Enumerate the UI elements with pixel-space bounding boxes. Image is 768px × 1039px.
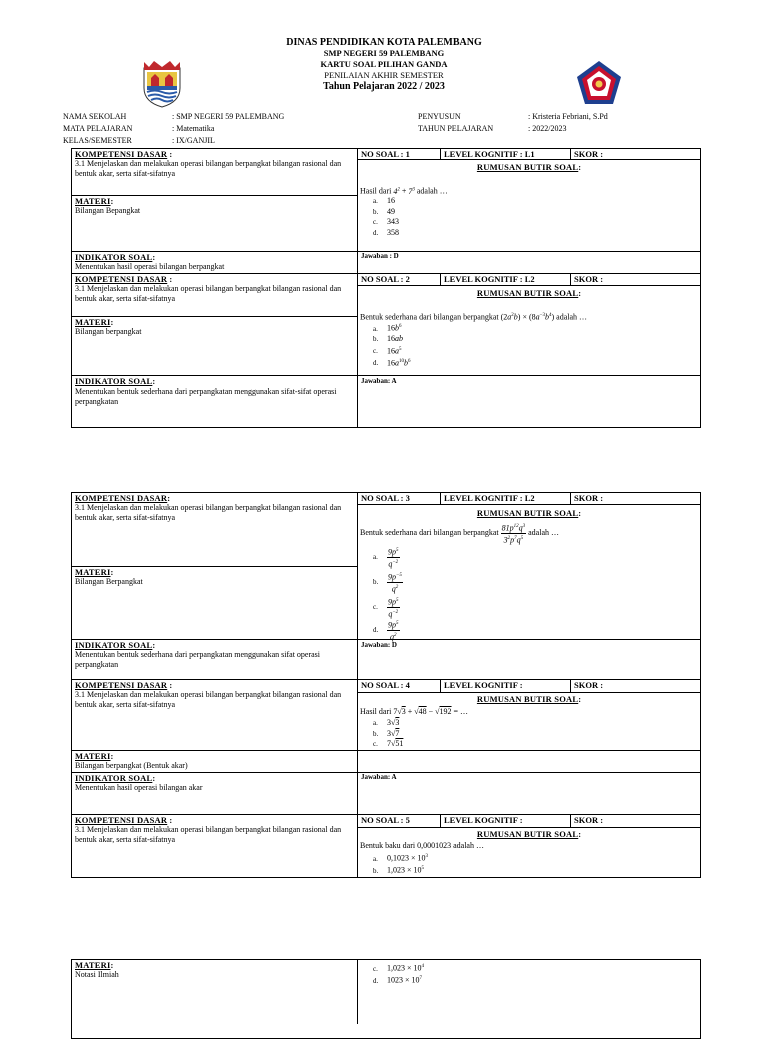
card3-kd-heading: KOMPETENSI DASAR: <box>75 493 171 503</box>
header-exam: PENILAIAN AKHIR SEMESTER <box>324 70 444 80</box>
info-class-label: KELAS/SEMESTER <box>63 136 132 145</box>
card2-no-soal: NO SOAL : 2 <box>361 274 410 284</box>
option-item: c. 343 <box>373 217 399 226</box>
header-year: Tahun Pelajaran 2022 / 2023 <box>323 81 445 92</box>
card4-indikator-text: Menentukan hasil operasi bilangan akar <box>75 783 203 792</box>
info-subject-label: MATA PELAJARAN <box>63 124 133 133</box>
card1-options <box>373 196 399 238</box>
card1-no-soal: NO SOAL : 1 <box>361 149 410 159</box>
card4-kd-heading: KOMPETENSI DASAR : <box>75 680 173 690</box>
card4-options <box>373 718 403 750</box>
header-agency: DINAS PENDIDIKAN KOTA PALEMBANG <box>286 37 482 48</box>
card4-answer: Jawaban: A <box>361 773 397 781</box>
option-item: a. $0,1023 \times 10^3$ <box>373 853 429 863</box>
card5-materi-heading: MATERI: <box>75 960 114 970</box>
card1-rumusan-heading: RUMUSAN BUTIR SOAL: <box>476 162 582 172</box>
option-item: b. 49 <box>373 206 395 216</box>
card2-question: Bentuk sederhana dari bilangan berpangkat $(2a^2b) \times (8a^{-3}b^4)$ adalah … <box>360 312 588 322</box>
option-item: a. 16 <box>373 196 395 205</box>
card1-answer: Jawaban : D <box>361 252 399 260</box>
card1-materi-heading: MATERI: <box>75 196 114 206</box>
card2-options <box>373 322 411 369</box>
card4-rumusan-heading: RUMUSAN BUTIR SOAL: <box>476 694 582 704</box>
info-school-label: NAMA SEKOLAH <box>63 112 127 121</box>
info-school-value: : SMP NEGERI 59 PALEMBANG <box>172 112 285 121</box>
card3-materi-heading: MATERI: <box>75 567 114 577</box>
card3-materi-text: Bilangan Berpangkat <box>75 577 143 586</box>
header-card-type: KARTU SOAL PILIHAN GANDA <box>320 59 448 69</box>
card3-no-soal: NO SOAL : 3 <box>361 493 410 503</box>
info-subject-value: : Matematika <box>172 124 215 133</box>
card5-question: Bentuk baku dari 0,0001023 adalah … <box>360 841 484 850</box>
info-author-value: : Kristeria Febriani, S.Pd <box>528 112 608 121</box>
option-item: c. $1,023 \times 10^4$ <box>373 963 425 973</box>
card5-no-soal: NO SOAL : 5 <box>361 815 410 825</box>
card2-materi-heading: MATERI: <box>75 317 114 327</box>
option-item: c. $16a^5$ <box>373 346 402 356</box>
card4-question: Hasil dari 7√3 + √48 − √192 = … <box>360 707 469 716</box>
card3-kd-text: 3.1 Menjelaskan dan melakukan operasi bilangan berpangkat bilangan rasional dan bentuk akar, serta sifat-sifatnya <box>75 503 342 522</box>
card3-indikator-text: Menentukan bentuk sederhana dari perpangkatan menggunakan sifat operasi perpangkatan <box>75 650 321 669</box>
card1-question: Hasil dari $4^2 + 7^3$ adalah … <box>360 186 448 196</box>
card1-skor: SKOR : <box>574 149 604 159</box>
card5-kd-text: 3.1 Menjelaskan dan melakukan operasi bilangan berpangkat bilangan rasional dan bentuk akar, serta sifat-sifatnya <box>75 825 342 844</box>
card3-rumusan-heading: RUMUSAN BUTIR SOAL: <box>476 508 582 518</box>
school-badge-logo <box>576 60 622 106</box>
info-year-value: : 2022/2023 <box>528 124 567 133</box>
card2-level: LEVEL KOGNITIF : L2 <box>444 274 535 284</box>
card1-materi-text: Bilangan Bepangkat <box>75 206 141 215</box>
option-item: b. $1,023 \times 10^5$ <box>373 865 425 875</box>
card5-skor: SKOR : <box>574 815 604 825</box>
card5-level: LEVEL KOGNITIF : <box>444 815 523 825</box>
card4-kd-text: 3.1 Menjelaskan dan melakukan operasi bilangan berpangkat bilangan rasional dan bentuk akar, serta sifat-sifatnya <box>75 690 342 709</box>
card3-level: LEVEL KOGNITIF : L2 <box>444 493 535 503</box>
palembang-crest-logo <box>141 58 183 108</box>
card3-indikator-heading: INDIKATOR SOAL: <box>75 640 156 650</box>
card3-option-b: b. $\frac{9p^{-5}}{q^2}$ <box>373 572 402 594</box>
info-author-label: PENYUSUN <box>418 112 461 121</box>
card1-level: LEVEL KOGNITIF : L1 <box>444 149 535 159</box>
card4-no-soal: NO SOAL : 4 <box>361 680 410 690</box>
option-item: a. 3√3 <box>373 718 400 727</box>
card3-option-d: d. $\frac{9p^5}{q^2}$ <box>373 620 399 642</box>
card3-answer: Jawaban: D <box>361 641 397 649</box>
info-class-value: : IX/GANJIL <box>172 136 215 145</box>
card3-option-c: c. $\frac{9p^5}{q^{-2}}$ <box>373 597 399 619</box>
option-item: d. 358 <box>373 227 399 237</box>
card1-indikator-heading: INDIKATOR SOAL: <box>75 252 156 262</box>
card2-answer: Jawaban: A <box>361 377 397 385</box>
card5-rumusan-heading: RUMUSAN BUTIR SOAL: <box>476 829 582 839</box>
option-item: d. $16a^{10}b^6$ <box>373 358 411 368</box>
card5-options-cd <box>373 962 424 986</box>
card1-kd-text: 3.1 Menjelaskan dan melakukan operasi bilangan berpangkat bilangan rasional dan bentuk akar, serta sifat-sifatnya <box>75 159 342 178</box>
card4-indikator-heading: INDIKATOR SOAL: <box>75 773 156 783</box>
card2-rumusan-heading: RUMUSAN BUTIR SOAL: <box>476 288 582 298</box>
card5-kd-heading: KOMPETENSI DASAR : <box>75 815 173 825</box>
card4-materi-heading: MATERI: <box>75 751 114 761</box>
card3-question: Bentuk sederhana dari bilangan berpangkat $\frac{81p^{12}q^3}{3^2p^7q^5}$ adalah … <box>360 523 559 545</box>
card2-skor: SKOR : <box>574 274 604 284</box>
card3-skor: SKOR : <box>574 493 604 503</box>
card1-indikator-text: Menentukan hasil operasi bilangan berpangkat <box>75 262 225 271</box>
header-school: SMP NEGERI 59 PALEMBANG <box>323 48 445 58</box>
card5-options-ab <box>373 852 428 876</box>
option-item: c. 7√51 <box>373 739 404 748</box>
card2-indikator-heading: INDIKATOR SOAL: <box>75 376 156 386</box>
card2-kd-heading: KOMPETENSI DASAR : <box>75 274 173 284</box>
option-item: b. 16ab <box>373 334 403 344</box>
card5-materi-text: Notasi Ilmiah <box>75 970 119 979</box>
option-item: b. 3√7 <box>373 728 400 738</box>
card4-materi-text: Bilangan berpangkat (Bentuk akar) <box>75 761 188 770</box>
card2-materi-text: Bilangan berpangkat <box>75 327 142 336</box>
option-item: a. $16b^6$ <box>373 323 402 333</box>
card2-kd-text: 3.1 Menjelaskan dan melakukan operasi bilangan berpangkat bilangan rasional dan bentuk akar, serta sifat-sifatnya <box>75 284 342 303</box>
card3-option-a: a. $\frac{9p^5}{q^{-2}}$ <box>373 547 399 569</box>
card1-kd-heading: KOMPETENSI DASAR : <box>75 149 173 159</box>
card4-level: LEVEL KOGNITIF : <box>444 680 523 690</box>
info-year-label: TAHUN PELAJARAN <box>418 124 494 133</box>
card2-indikator-text: Menentukan bentuk sederhana dari perpangkatan menggunakan sifat-sifat operasi perpangkatan <box>75 387 337 406</box>
card4-skor: SKOR : <box>574 680 604 690</box>
option-item: d. $1023 \times 10^7$ <box>373 975 423 985</box>
